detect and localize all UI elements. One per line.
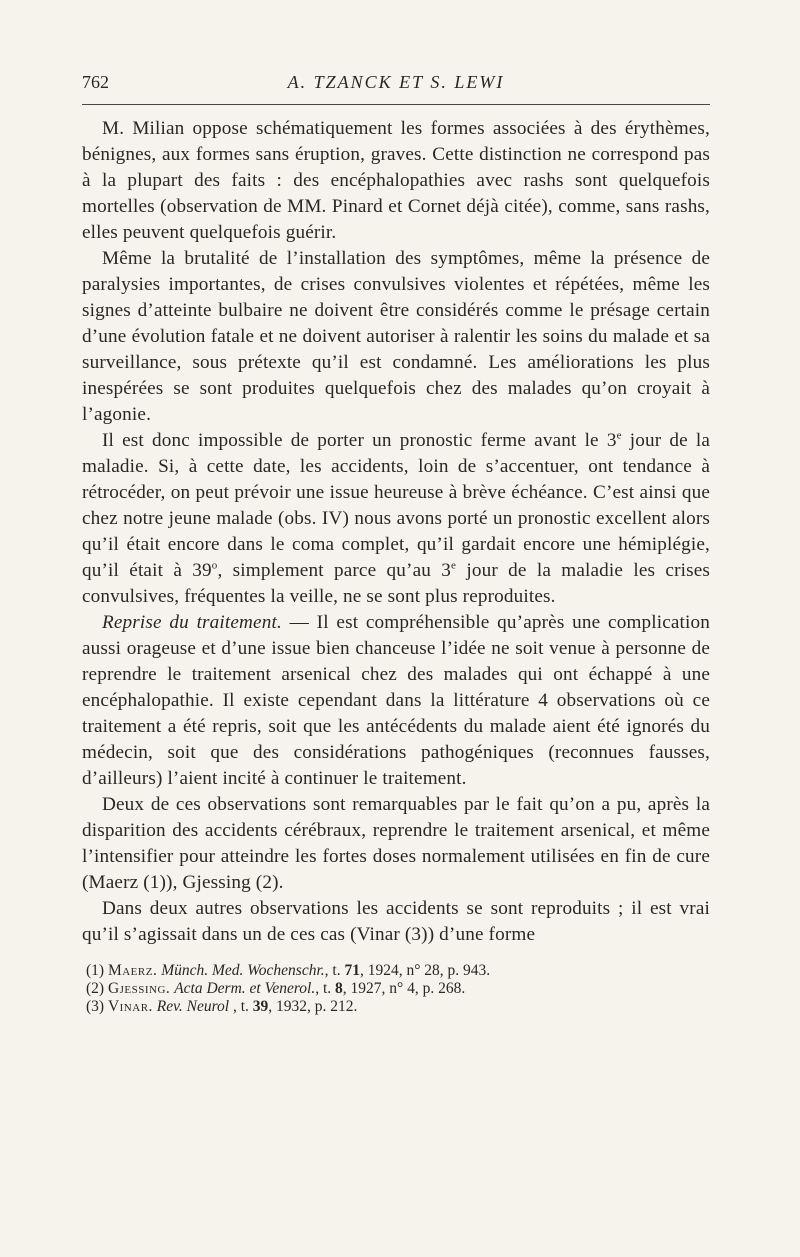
section-heading: Reprise du traitement.	[102, 612, 282, 633]
footnote-volume: 71	[344, 962, 360, 979]
running-title: A. TZANCK ET S. LEWI	[287, 72, 505, 92]
footnote-rest: , 1932, p. 212.	[268, 998, 358, 1015]
footnote-journal: Rev. Neurol	[156, 998, 230, 1015]
page	[82, 70, 710, 1016]
paragraph-1: M. Milian oppose schématiquement les formes associées à des érythèmes, bénignes, aux formes sans éruption, graves. Cette distinction ne correspond pas à la plupart des faits : des encéphalopathies avec rashs sont quelquefois mortelles (observation de MM. Pinard et Cornet déjà citée), comme, sans rashs, elles peuvent quelquefois guérir.	[82, 118, 710, 243]
page-number: 762	[82, 72, 109, 92]
superscript: e	[616, 429, 622, 442]
footnote-2	[86, 980, 710, 998]
footnote-rest: , 1924, n° 28, p. 943.	[359, 962, 491, 979]
footnote-author: Maerz.	[107, 962, 158, 979]
footnote-volume: 39	[252, 998, 269, 1015]
running-head	[82, 70, 710, 100]
paragraph-4	[82, 610, 710, 792]
footnote-marker: (3)	[86, 998, 105, 1015]
paragraph-3-part: jour de la maladie les crises convulsives, fréquentes la veille, ne se sont plus reproduites.	[82, 560, 710, 607]
footnote-marker: (1)	[86, 962, 105, 979]
paragraph-3-part: jour de la maladie. Si, à cette date, les accidents, loin de s’accentuer, ont tendance à rétrocéder, on peut prévoir une issue heureuse à brève échéance. C’est ainsi que chez notre jeune malade (obs. IV) nous avons porté un pronostic excellent alors qu’il était encore dans le coma complet, qu’il gardait encore une hémiplégie, qu’il était à 39	[82, 430, 711, 581]
footnotes	[82, 962, 710, 1016]
footnote-journal: Münch. Med. Wochenschr.	[161, 962, 325, 979]
paragraph-4-text: — Il est compréhensible qu’après une complication aussi orageuse et d’une issue bien chanceuse l’idée ne soit venue à personne de reprendre le traitement arsenical chez des malades qui ont échappé à une encéphalopathie. Il existe cependant dans la littérature 4 observations où ce traitement a été repris, soit que les antécédents du malade aient été ignorés du médecin, soit que des considérations pathogéniques (reconnues fausses, d’ailleurs) l’aient incité à continuer le traitement.	[82, 612, 711, 789]
superscript: e	[451, 559, 457, 572]
superscript: o	[211, 559, 218, 572]
footnote-volume: 8	[335, 980, 343, 997]
paragraph-5: Deux de ces observations sont remarquables par le fait qu’on a pu, après la disparition des accidents cérébraux, reprendre le traitement arsenical, et même l’intensifier pour atteindre les fortes doses normalement utilisées en fin de cure (Maerz (1)), Gjessing (2).	[82, 794, 710, 893]
paragraph-6: Dans deux autres observations les accidents se sont reproduits ; il est vrai qu’il s’agissait dans un de ces cas (Vinar (3)) d’une forme	[82, 898, 710, 945]
footnote-volume-prefix: , t.	[315, 980, 336, 997]
paragraph-3-part: Il est donc impossible de porter un pronostic ferme avant le 3	[102, 430, 617, 451]
footnote-journal: Acta Derm. et Venerol.	[174, 980, 316, 997]
header-rule	[82, 104, 710, 105]
footnote-3	[86, 998, 710, 1016]
footnote-author: Gjessing.	[107, 980, 171, 997]
footnote-1	[86, 962, 710, 980]
footnote-author: Vinar.	[107, 998, 153, 1015]
footnote-volume-prefix: , t.	[229, 998, 253, 1015]
paragraph-2: Même la brutalité de l’installation des symptômes, même la présence de paralysies importantes, de crises convulsives violentes et répétées, même les signes d’atteinte bulbaire ne doivent être considérés comme le présage certain d’une évolution fatale et ne doivent autoriser à ralentir les soins du malade et sa surveillance, sous prétexte qu’il est condamné. Les améliorations les plus inespérées se sont produites quelquefois chez des malades qu’on croyait à l’agonie.	[82, 248, 710, 425]
footnote-volume-prefix: , t.	[324, 962, 345, 979]
paragraph-3	[82, 428, 710, 610]
paragraph-3-part: , simplement parce qu’au 3	[217, 560, 452, 581]
footnote-marker: (2)	[86, 980, 105, 997]
footnote-rest: , 1927, n° 4, p. 268.	[342, 980, 466, 997]
body-text	[82, 116, 710, 948]
